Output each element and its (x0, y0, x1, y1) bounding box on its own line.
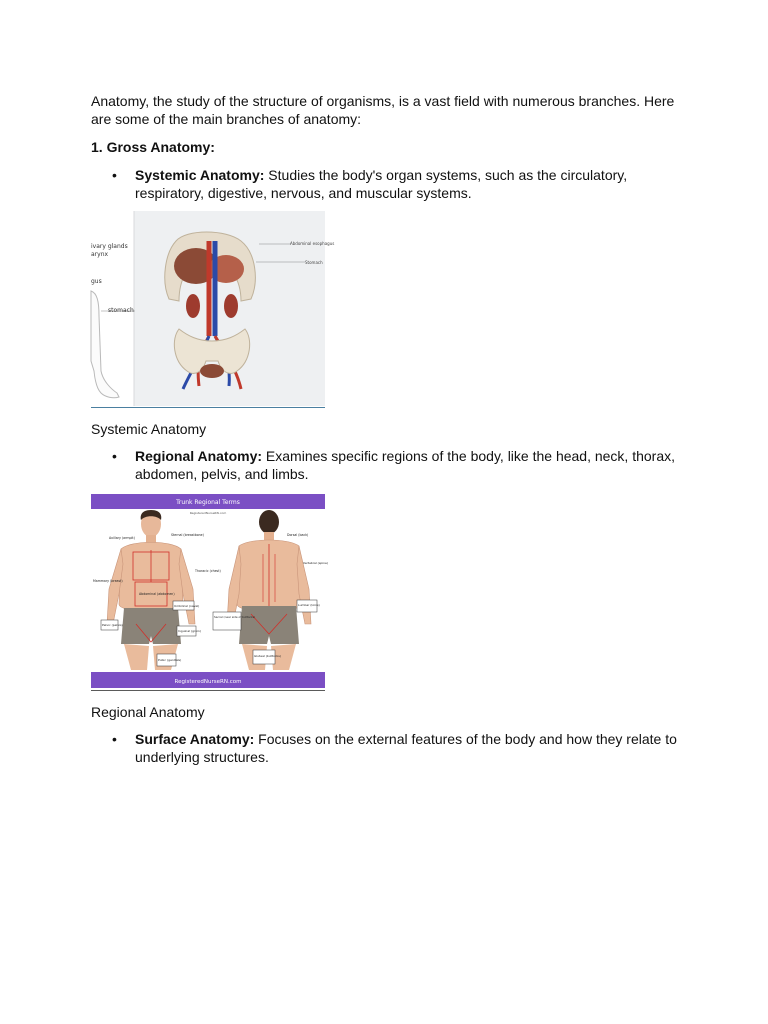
label-lumbar: Lumbar (loins) (298, 603, 320, 607)
term-label: Regional Anatomy: (135, 448, 263, 464)
label-pelvic: Pelvic (pelvis) (102, 623, 123, 627)
label-axillary: Axillary (armpit) (109, 536, 135, 540)
label-inguinal: Inguinal (groin) (178, 629, 201, 633)
term-description: Examines specific regions of the body, like the head, neck, thorax, abdomen, pelvis, and limbs. (135, 448, 676, 482)
label-thoracic: Thoracic (chest) (195, 569, 221, 573)
figure-systemic-anatomy (91, 211, 335, 406)
label-stomach: Stomach (305, 260, 323, 265)
label-larynx: arynx (91, 251, 109, 258)
figure-divider (91, 407, 325, 408)
label-esophagus: gus (91, 278, 102, 285)
term-label: Systemic Anatomy: (135, 167, 265, 183)
figure-caption-systemic: Systemic Anatomy (91, 421, 207, 437)
label-mammary: Mammary (breast) (93, 579, 123, 583)
figure-footer: RegisteredNurseRN.com (174, 679, 242, 685)
label-sacral: Sacral (near side of buttocks) (214, 615, 256, 619)
label-stomach-left: stomach (108, 307, 134, 314)
figure-caption-regional: Regional Anatomy (91, 704, 205, 720)
list-item-text (135, 166, 680, 202)
label-abdominal-esophagus: Abdominal esophagus (290, 241, 335, 246)
intro-paragraph: Anatomy, the study of the structure of organisms, is a vast field with numerous branches. Here are some of the main branches of anatomy: (91, 93, 675, 127)
regional-anatomy-image (91, 494, 329, 688)
figure-divider (91, 690, 325, 691)
label-umbilical: Umbilical (navel) (174, 604, 200, 608)
term-label: Surface Anatomy: (135, 731, 255, 747)
label-dorsal: Dorsal (back) (287, 533, 309, 537)
label-abdominal: Abdominal (abdomen) (139, 592, 175, 596)
figure-subtitle: RegisteredNurseRN.com (189, 511, 227, 515)
bullet-marker: • (112, 167, 117, 183)
figure-title: Trunk Regional Terms (176, 499, 240, 506)
label-vertebral: Vertebral (spine) (303, 561, 329, 565)
term-description: Focuses on the external features of the body and how they relate to underlying structures. (135, 731, 677, 765)
list-item-text (135, 447, 680, 483)
systemic-anatomy-image (91, 211, 335, 406)
label-pubic: Pubic (genitals) (158, 658, 182, 662)
section-heading: 1. Gross Anatomy: (91, 139, 215, 155)
label-gluteal: Gluteal (buttocks) (254, 654, 281, 658)
term-description: Studies the body's organ systems, such as the circulatory, respiratory, digestive, nervous, and muscular systems. (135, 167, 628, 201)
label-sternal: Sternal (breastbone) (171, 533, 204, 537)
figure-regional-anatomy (91, 494, 329, 688)
bullet-marker: • (112, 731, 117, 747)
label-salivary-glands: ivary glands (91, 243, 128, 250)
list-item-text (135, 730, 680, 766)
bullet-marker: • (112, 448, 117, 464)
